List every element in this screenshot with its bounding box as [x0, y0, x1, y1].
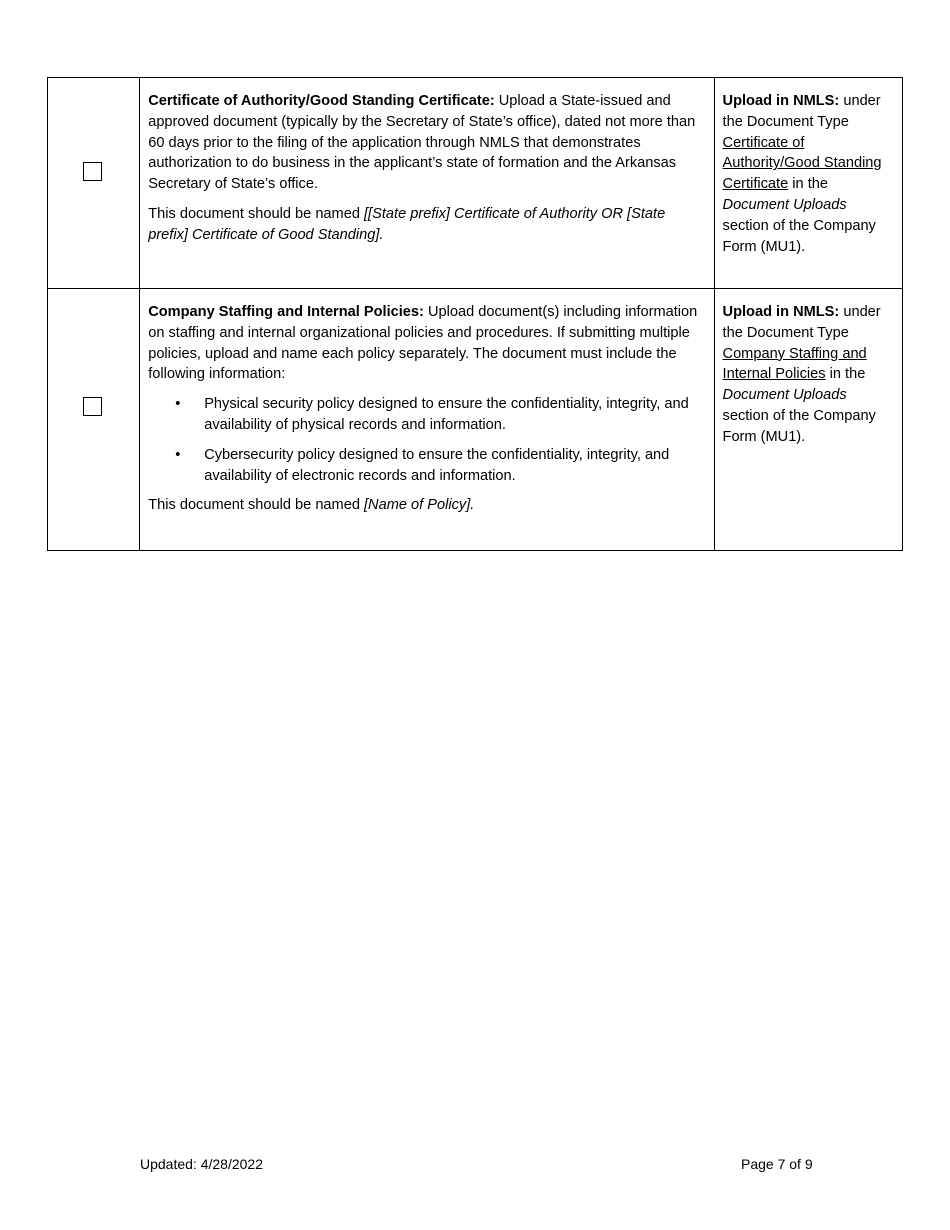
list-item	[148, 445, 705, 487]
upload-instruction	[714, 78, 902, 289]
document-type: Company Staffing and Internal Policies	[722, 345, 867, 383]
list-item-text: Physical security policy designed to ensure the confidentiality, integrity, and availability of physical records and information.	[204, 396, 689, 433]
naming-instruction	[148, 204, 705, 246]
requirement-paragraph	[148, 302, 705, 385]
certificate-checkbox[interactable]	[83, 162, 102, 181]
requirements-table	[47, 77, 903, 551]
naming-prefix: This document should be named	[148, 497, 364, 514]
checkbox-cell	[48, 78, 140, 289]
requirement-description	[140, 78, 714, 289]
upload-section: Document Uploads	[722, 196, 847, 213]
checkbox-cell	[48, 289, 140, 551]
upload-label: Upload in NMLS:	[722, 304, 840, 320]
upload-text: under the Document Type	[722, 304, 881, 341]
upload-label: Upload in NMLS:	[722, 93, 840, 109]
list-item-text: Cybersecurity policy designed to ensure the confidentiality, integrity, and availability of electronic records and information.	[204, 446, 670, 484]
naming-prefix: This document should be named	[148, 205, 364, 222]
upload-text: section of the Company Form (MU1).	[722, 407, 876, 445]
page-number: Page 7 of 9	[741, 1156, 813, 1172]
bullet-icon: •	[175, 396, 181, 413]
naming-value: [Name of Policy].	[364, 497, 475, 514]
table-row	[48, 78, 903, 289]
upload-text: under the Document Type	[722, 93, 881, 130]
requirement-body: Upload document(s) including information on staffing and internal organizational policies and procedures. If submitting multiple policies, upload and name each policy separately. The document must include the following information:	[148, 304, 698, 383]
requirement-title: Company Staffing and Internal Policies:	[148, 304, 424, 320]
upload-text: in the	[788, 176, 828, 193]
bullet-icon: •	[175, 446, 181, 463]
updated-date: Updated: 4/28/2022	[140, 1156, 263, 1172]
list-item	[148, 394, 705, 436]
naming-value: [[State prefix] Certificate of Authority OR [State prefix] Certificate of Good Standing].	[148, 205, 666, 243]
naming-instruction	[148, 495, 705, 516]
document-type: Certificate of Authority/Good Standing Certificate	[722, 134, 882, 193]
requirement-list	[148, 394, 705, 486]
requirement-title: Certificate of Authority/Good Standing Certificate:	[148, 93, 495, 109]
requirement-description	[140, 289, 714, 551]
table-row	[48, 289, 903, 551]
upload-text: section of the Company Form (MU1).	[722, 217, 876, 255]
requirement-body: Upload a State-issued and approved document (typically by the Secretary of State’s office), dated not more than 60 days prior to the filing of the application through NMLS that demonstrates authorization to do business in the applicant’s state of formation and the Arkansas Secretary of State’s office.	[148, 93, 696, 193]
requirement-paragraph	[148, 91, 705, 195]
upload-instruction	[714, 289, 902, 551]
upload-section: Document Uploads	[722, 387, 847, 404]
upload-text: in the	[825, 366, 866, 383]
staffing-policies-checkbox[interactable]	[83, 397, 102, 416]
